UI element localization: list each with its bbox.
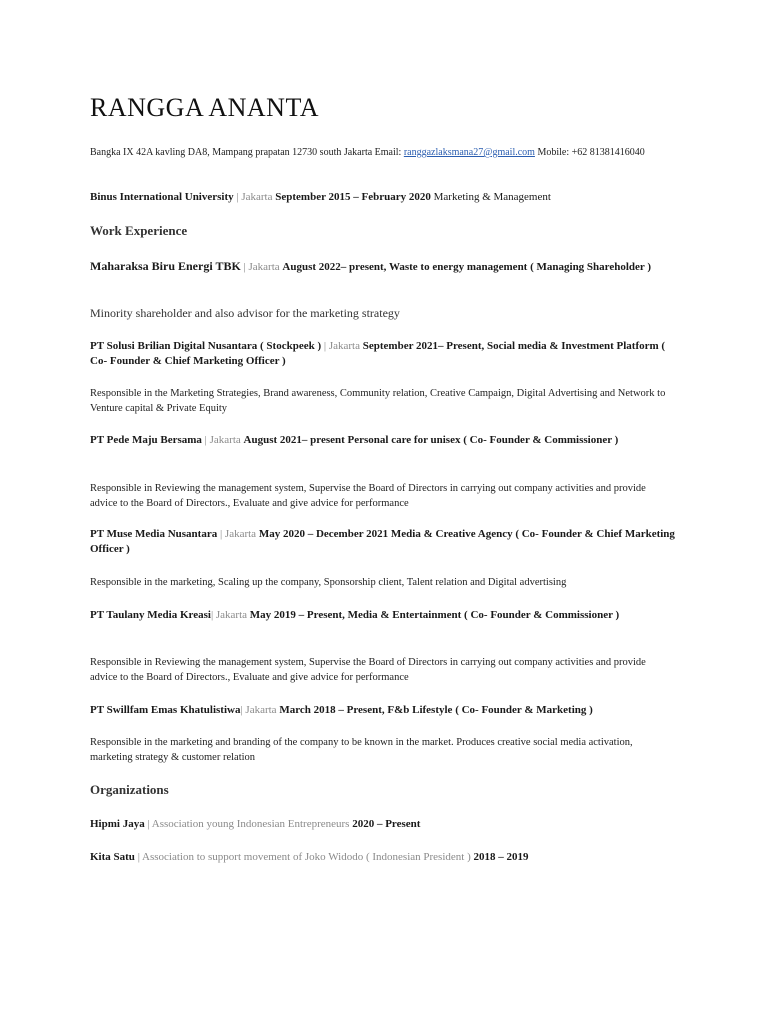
job-details: August 2022– present, Waste to energy management ( Managing Shareholder ): [282, 261, 652, 273]
organizations-heading: Organizations: [90, 782, 169, 797]
org-description: | Association to support movement of Joko Widodo ( Indonesian President ): [134, 851, 474, 863]
job-location: | Jakarta: [321, 340, 363, 352]
job-company: PT Muse Media Nusantara: [90, 528, 218, 540]
org-dates: 2018 – 2019: [473, 851, 529, 863]
job-location: | Jakarta: [217, 528, 259, 540]
org-dates: 2020 – Present: [352, 818, 421, 830]
job-details: May 2019 – Present, Media & Entertainment ( Co- Founder & Commissioner ): [249, 609, 620, 621]
mobile-text: Mobile: +62 81381416040: [534, 147, 645, 158]
job-company: PT Swillfam Emas Khatulistiwa: [90, 704, 241, 716]
school-field: Marketing & Management: [430, 191, 551, 203]
job-company: PT Taulany Media Kreasi: [90, 609, 211, 621]
organization-line: [90, 850, 675, 865]
job-details: May 2020 – December 2021 Media & Creative Agency ( Co- Founder & Chief Marketing Officer ): [90, 528, 675, 555]
job-title-line: [90, 608, 675, 623]
job-location: | Jakarta: [210, 609, 250, 621]
address-text: Bangka IX 42A kavling DA8, Mampang prapatan 12730 south Jakarta Email:: [90, 147, 404, 158]
organization-line: [90, 817, 675, 832]
job-company: PT Solusi Brilian Digital Nusantara ( Stockpeek ): [90, 340, 322, 352]
org-name: Kita Satu: [90, 851, 135, 863]
job-description: Responsible in the Marketing Strategies, Brand awareness, Community relation, Creative Campaign, Digital Advertising and Network to Venture capital & Private Equity: [90, 388, 666, 414]
job-location: | Jakarta: [201, 434, 244, 446]
job-description: Responsible in the marketing and branding of the company to be known in the market. Produces creative social media activation, marketing strategy & customer relation: [90, 737, 633, 763]
org-name: Hipmi Jaya: [90, 818, 145, 830]
job-details: August 2021– present Personal care for unisex ( Co- Founder & Commissioner ): [243, 434, 619, 446]
job-title-line: [90, 703, 675, 718]
school-location: | Jakarta: [233, 191, 276, 203]
job-company: PT Pede Maju Bersama: [90, 434, 202, 446]
resume-name: RANGGA ANANTA: [90, 93, 320, 122]
contact-line: [90, 146, 650, 160]
job-location: | Jakarta: [240, 704, 280, 716]
job-title-line: [90, 258, 675, 275]
job-description: Responsible in the marketing, Scaling up the company, Sponsorship client, Talent relation and Digital advertising: [90, 577, 567, 588]
job-details: March 2018 – Present, F&b Lifestyle ( Co- Founder & Marketing ): [279, 704, 593, 716]
email-link[interactable]: ranggazlaksmana27@gmail.com: [403, 147, 535, 158]
job-details: September 2021– Present, Social media & Investment Platform ( Co- Founder & Chief Marketing Officer ): [90, 340, 666, 367]
job-description: Responsible in Reviewing the management system, Supervise the Board of Directors in carrying out company activities and provide advice to the Board of Directors., Evaluate and give advice for performance: [90, 657, 646, 683]
work-experience-heading: Work Experience: [90, 223, 188, 238]
job-description: Responsible in Reviewing the management system, Supervise the Board of Directors in carrying out company activities and provide advice to the Board of Directors., Evaluate and give advice for performance: [90, 483, 646, 509]
job-title-line: [90, 527, 675, 557]
job-description: Minority shareholder and also advisor for the marketing strategy: [90, 306, 400, 320]
school-dates: September 2015 – February 2020: [275, 191, 431, 203]
school-name: Binus International University: [90, 191, 234, 203]
education-line: [90, 190, 675, 205]
job-location: | Jakarta: [240, 261, 283, 273]
org-description: | Association young Indonesian Entrepreneurs: [144, 818, 353, 830]
job-company: Maharaksa Biru Energi TBK: [90, 259, 241, 273]
job-title-line: [90, 339, 675, 369]
job-title-line: [90, 433, 675, 448]
